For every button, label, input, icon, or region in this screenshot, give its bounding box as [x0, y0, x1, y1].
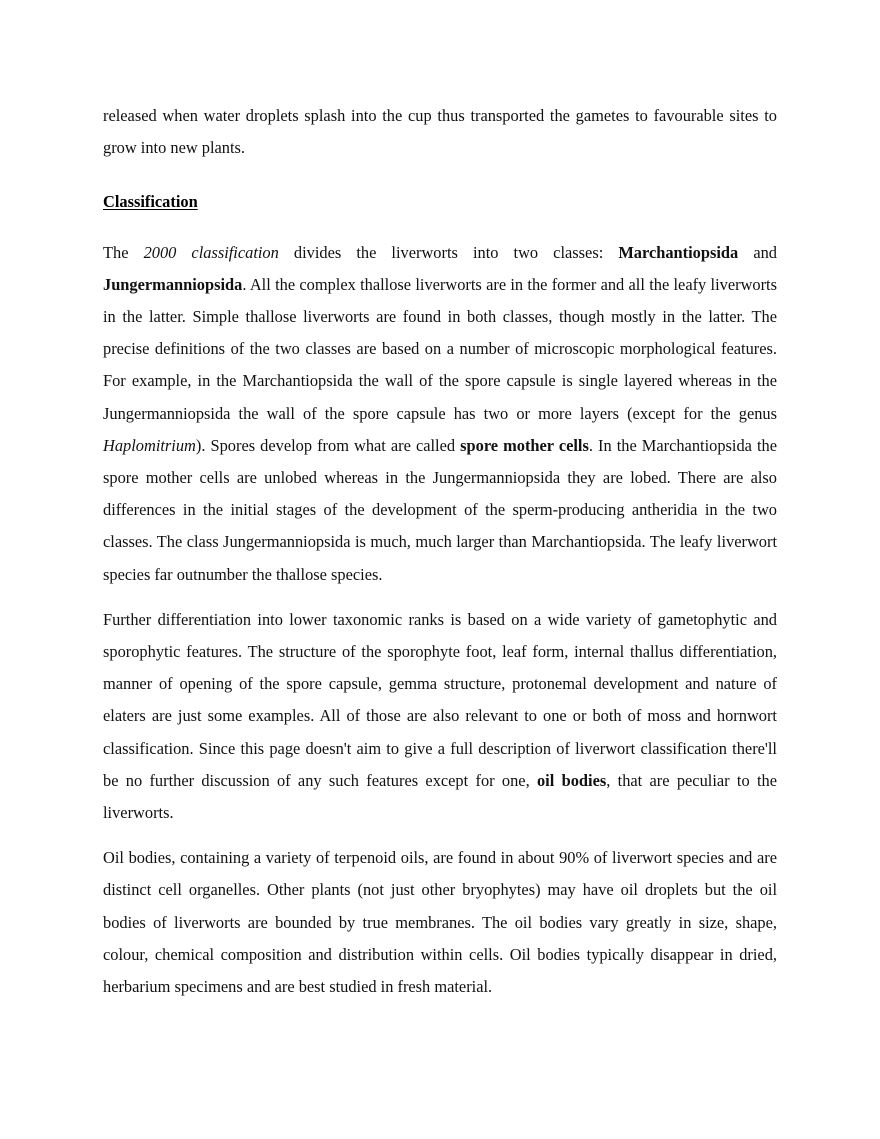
bold-term: Jungermanniopsida	[103, 274, 243, 294]
text-run: . All the complex thallose liverworts are in the former and all the leafy liverworts in the latter. Simple thallose liverworts are found in both classes, though mostly in the latter. The precise definitions of the two classes are based on a number of microscopic morphological features. For example, in the Marchantiopsida the wall of the spore capsule is single layered whereas in the Jungermanniopsida the wall of the spore capsule has two or more layers (except for the genus	[103, 274, 777, 423]
text-run: The	[103, 242, 144, 262]
bold-term: Marchantiopsida	[618, 242, 739, 262]
text-run: Further differentiation into lower taxonomic ranks is based on a wide variety of gametophytic and sporophytic features. The structure of the sporophyte foot, leaf form, internal thallus differentiation, manner of opening of the spore capsule, gemma structure, protonemal development and nature of elaters are just some examples. All of those are also relevant to one or both of moss and hornwort classification. Since this page doesn't aim to give a full description of liverwort classification there'll be no further discussion of any such features except for one,	[103, 609, 777, 790]
text-run: released when water droplets splash into the cup thus transported the gametes to favourable sites to grow into new plants.	[103, 106, 777, 158]
section-heading-classification: Classification	[103, 192, 198, 212]
paragraph-classification-2	[103, 604, 777, 829]
section-heading-block	[103, 186, 777, 218]
paragraph-intro-continued	[103, 100, 777, 164]
paragraph-oil-bodies	[103, 842, 777, 1003]
text-run: , that are peculiar to the liverworts.	[103, 770, 777, 823]
italic-term: Haplomitrium	[103, 435, 196, 455]
text-run: Oil bodies, containing a variety of terpenoid oils, are found in about 90% of liverwort species and are distinct cell organelles. Other plants (not just other bryophytes) may have oil droplets but the oil bodies of liverworts are bounded by true membranes. The oil bodies vary greatly in size, shape, colour, chemical composition and distribution within cells. Oil bodies typically disappear in dried, herbarium specimens and are best studied in fresh material.	[103, 848, 777, 997]
italic-term: 2000 classification	[143, 242, 279, 262]
paragraph-classification-1	[103, 237, 777, 591]
bold-term: spore mother cells	[460, 435, 589, 455]
text-run: and	[738, 242, 777, 262]
bold-term: oil bodies	[536, 770, 607, 790]
text-run: divides the liverworts into two classes:	[278, 242, 619, 262]
page-content	[103, 100, 777, 1003]
text-run: ). Spores develop from what are called	[195, 435, 461, 455]
text-run: . In the Marchantiopsida the spore mother cells are unlobed whereas in the Jungermanniopsida they are lobed. There are also differences in the initial stages of the development of the sperm-producing antheridia in the two classes. The class Jungermanniopsida is much, much larger than Marchantiopsida. The leafy liverwort species far outnumber the thallose species.	[103, 435, 777, 584]
